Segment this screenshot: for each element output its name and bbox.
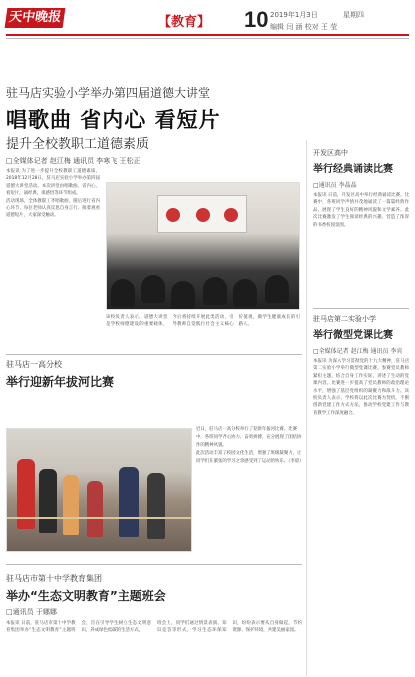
sidebar-story2-body: 本报讯 为深入学习贯彻党的十九大精神，驻马店第二实验小学举行微型党课比赛。参赛党员教师紧扣主题，结合自身工作实际，讲述了生动的党课内容。比赛进一步提高了党员教师的政治理论水平，增强了基层党组织的凝聚力和战斗力。该校负责人表示，学校将以此次比赛为契机，不断创新党建工作方式方法，推动学校党建工作与教育教学工作深度融合。 (313, 359, 409, 416)
lead-paragraph: 活动现场，全体教职工齐唱歌曲，随后进行省内心环节，每位老师认真反思自身言行。接着观看道德短片，大家深受触动。 (6, 198, 100, 219)
masthead-rule-thin (6, 38, 409, 39)
story-b-body (6, 620, 302, 674)
sidebar-story2-byline: □全媒体记者 赵江梅 通讯员 李宾 (313, 348, 403, 355)
lead-kicker: 驻马店实验小学举办第四届道德大讲堂 (6, 86, 211, 100)
editor-credits: 编辑 闫 涵 校对 王 莹 (270, 23, 338, 31)
story-b-kicker: 驻马店市第十中学教育集团 (6, 574, 102, 583)
page-number: 10 (244, 7, 269, 32)
story-a-title: 举行迎新年拔河比赛 (6, 375, 115, 389)
sidebar-story2-kicker: 驻马店第二实验小学 (313, 315, 376, 323)
divider (313, 308, 409, 309)
lead-paragraph: 本报讯 为了进一步提升全校教职工道德素质，2018年12月28日，驻马店实验小学举办第四届道德大讲堂活动。本次讲堂由唱歌曲、省内心、看短片、诵经典、谈感悟等环节组成。 (6, 169, 100, 197)
sidebar-story1-body: 本报讯 日前，开发区高中举行经典诵读比赛。比赛中，各班同学声情并茂地诵读了一篇篇经典作品，展现了学生良好的精神风貌和文学素养。此次比赛激发了学生阅读经典的兴趣，营造了浓厚的书香校园氛围。 (313, 193, 409, 228)
lead-byline: □全媒体记者 赵江梅 通讯员 李寒飞 王松正 (6, 157, 141, 165)
lead-subhead: 提升全校教职工道德素质 (6, 137, 150, 152)
story-a-paragraph: 近日，驻马店一高分校举行了迎新年拔河比赛。比赛中，各班同学齐心协力、奋勇拼搏，充分展现了团结协作的精神风貌。 (196, 427, 302, 448)
lead-article-continued (106, 314, 300, 352)
story-a-kicker: 驻马店一高分校 (6, 360, 62, 369)
divider (6, 354, 302, 355)
divider (6, 564, 302, 565)
lecture-photo (106, 182, 300, 310)
main-column (6, 46, 302, 676)
story-b-paragraph: 班会上，同学们通过情景表演、知识竞答等形式，学习生态环保知识，纷纷表示要从自身做起，节约资源、保护环境，共建美丽家园。 (157, 621, 302, 634)
issue-weekday: 星期四 (343, 11, 364, 19)
sidebar-story1-kicker: 开发区高中 (313, 149, 348, 157)
story-b-paragraph: 本报讯 日前，驻马店市第十中学教育集团举办“生态文明教育”主题班会，旨在引导学生树立生态文明意识，养成绿色低碳的生活方式。 (6, 621, 151, 634)
newspaper-logo: 天中晚报 (5, 8, 66, 28)
section-tag: 【教育】 (158, 15, 211, 30)
tug-of-war-photo (6, 428, 192, 552)
masthead (0, 0, 415, 46)
sidebar-story1-byline: □通讯员 李晶晶 (313, 182, 357, 189)
story-a-paragraph: 此次活动丰富了校园文化生活，增强了班级凝聚力，让同学们在紧张的学习之余感受到了运动的快乐。（李晨） (196, 451, 304, 464)
masthead-rule (6, 34, 409, 36)
sidebar-story1-title: 举行经典诵读比赛 (313, 164, 393, 175)
lead-article-body (6, 168, 100, 348)
lead-headline: 唱歌曲 省内心 看短片 (6, 108, 221, 132)
sidebar-story2-title: 举行微型党课比赛 (313, 330, 393, 341)
lead-paragraph: 该校负责人表示，道德大讲堂是学校师德建设的重要载体，今后将持续开展此类活动，引导教师自觉践行社会主义核心价值观，做学生健康成长的引路人。 (106, 315, 300, 328)
story-b-byline: □通讯员 于娜娜 (6, 608, 57, 616)
stage-screen (157, 195, 247, 233)
story-b-title: 举办“生态文明教育”主题班会 (6, 589, 166, 603)
issue-date: 2019年1月3日 (270, 11, 318, 19)
sidebar-column (306, 140, 411, 676)
story-a-body (196, 426, 302, 554)
